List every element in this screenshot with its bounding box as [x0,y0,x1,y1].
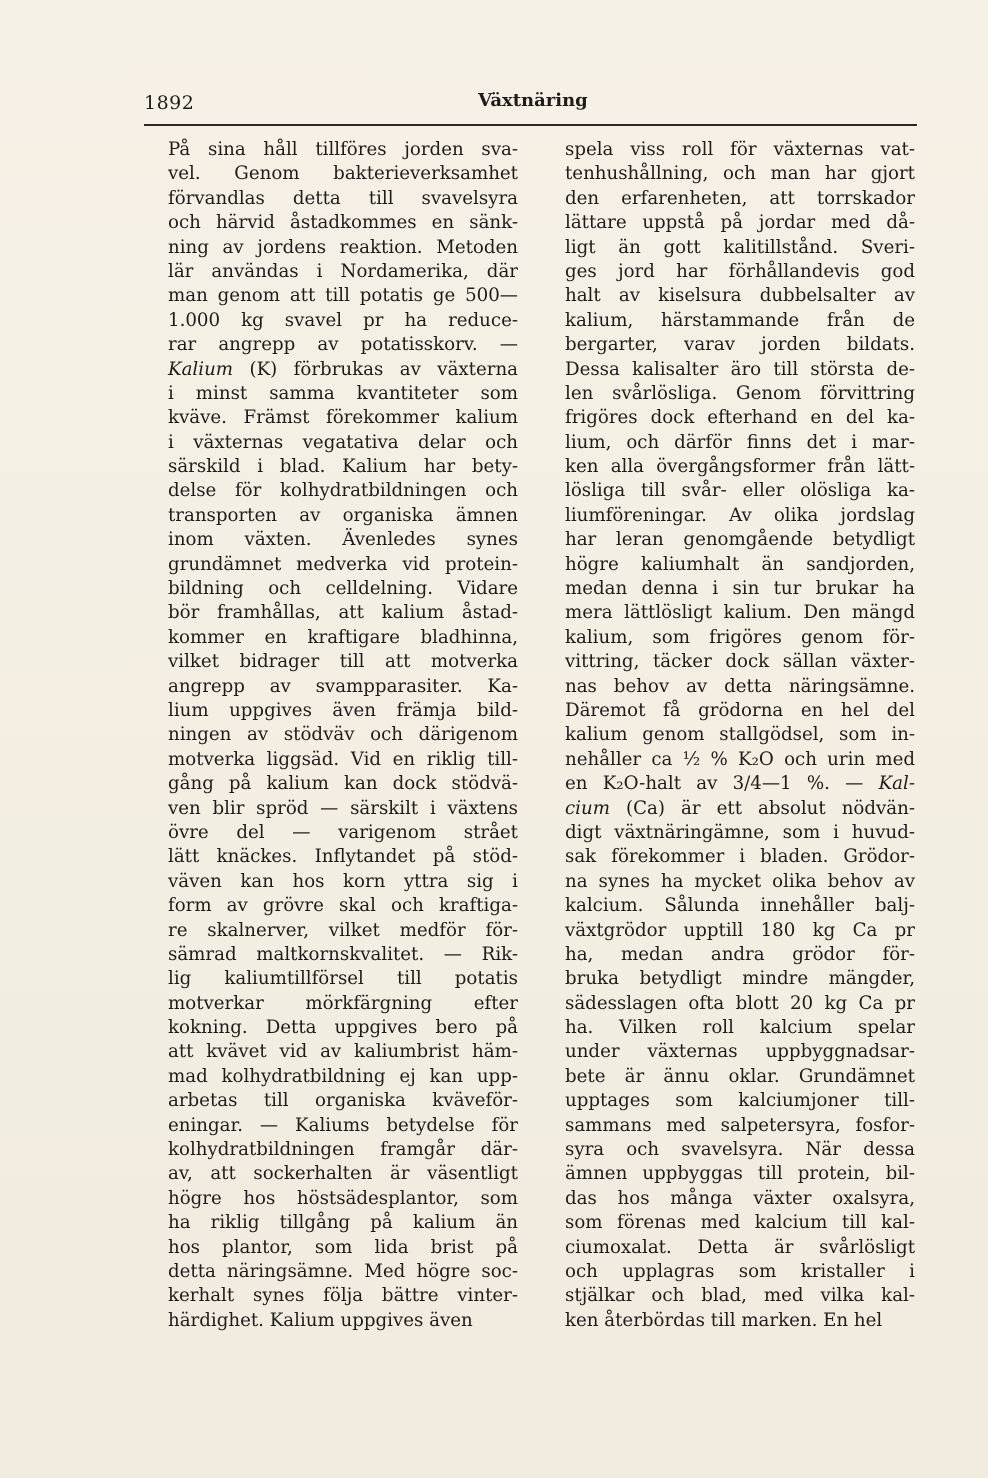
text-line: grundämnet medverka vid protein- [168,553,518,575]
text-line: transporten av organiska ämnen [168,504,518,526]
text-line: motverkar mörkfärgning efter [168,992,518,1014]
text-line: hos plantor, som lida brist på [168,1236,518,1258]
text-line: kolhydratbildningen framgår där- [168,1139,518,1161]
text-line: en K₂O-halt av 3/4—1 %. — Kal- [565,773,915,795]
header-rule [144,124,917,126]
text-line: mera lättlösligt kalium. Den mängd [565,602,915,624]
text-line: lär användas i Nordamerika, där [168,260,518,282]
text-line: ken alla övergångsformer från lätt- [565,456,915,478]
text-line: Dessa kalisalter äro till största de- [565,358,915,380]
text-line: upptages som kalciumjoner till- [565,1090,915,1112]
page-header [144,86,916,126]
left-column [168,138,518,1333]
text-line: att kvävet vid av kaliumbrist häm- [168,1041,518,1063]
text-line: växtgrödor upptill 180 kg Ca pr [565,919,915,941]
text-line: gång på kalium kan dock stödvä- [168,773,518,795]
text-line: len svårlösliga. Genom förvittring [565,382,915,404]
text-line: medan denna i sin tur brukar ha [565,578,915,600]
text-line: man genom att till potatis ge 500— [168,285,518,307]
text-line: ämnen uppbyggas till protein, bil- [565,1163,915,1185]
text-line: bör framhållas, att kalium åstad- [168,602,518,624]
text-line: och upplagras som kristaller i [565,1260,915,1282]
text-line: bergarter, varav jorden bildats. [565,334,915,356]
text-line: lätt knäckes. Inflytandet på stöd- [168,846,518,868]
text-line: nas behov av detta näringsämne. [565,675,915,697]
text-line: lösliga till svår- eller olösliga ka- [565,480,915,502]
text-line: cium (Ca) är ett absolut nödvän- [565,797,915,819]
text-line: das hos många växter oxalsyra, [565,1187,915,1209]
text-line: har leran genomgående betydligt [565,529,915,551]
text-line: lättare uppstå på jordar med då- [565,212,915,234]
text-line: i växternas vegatativa delar och [168,431,518,453]
text-line: kväve. Främst förekommer kalium [168,407,518,429]
text-line: vilket bidrager till att motverka [168,651,518,673]
text-line: kommer en kraftigare bladhinna, [168,626,518,648]
text-line: na synes ha mycket olika behov av [565,870,915,892]
text-line: Kalium (K) förbrukas av växterna [168,358,518,380]
text-line: liumföreningar. Av olika jordslag [565,504,915,526]
text-line: sädesslagen ofta blott 20 kg Ca pr [565,992,915,1014]
text-line: tenhushållning, och man har gjort [565,163,915,185]
text-line: delse för kolhydratbildningen och [168,480,518,502]
text-line: i minst samma kvantiteter som [168,382,518,404]
text-line: väven kan hos korn yttra sig i [168,870,518,892]
text-line: ligt än gott kalitillstånd. Sveri- [565,236,915,258]
text-line: form av grövre skal och kraftiga- [168,895,518,917]
text-line: nehåller ca ½ % K₂O och urin med [565,748,915,770]
text-line: lium uppgives även främja bild- [168,699,518,721]
text-line: angrepp av svampparasiter. Ka- [168,675,518,697]
text-line: syra och svavelsyra. När dessa [565,1139,915,1161]
text-line: rar angrepp av potatisskorv. — [168,334,518,356]
text-line: ven blir spröd — särskilt i växtens [168,797,518,819]
text-line: kalium, härstammande från de [565,309,915,331]
text-line: motverka liggsäd. Vid en riklig till- [168,748,518,770]
text-line: mad kolhydratbildning ej kan upp- [168,1065,518,1087]
text-line: kerhalt synes följa bättre vinter- [168,1285,518,1307]
text-line: digt växtnäringämne, som i huvud- [565,821,915,843]
text-line: spela viss roll för växternas vat- [565,139,915,160]
text-line: detta näringsämne. Med högre soc- [168,1260,518,1282]
text-line: kalium genom stallgödsel, som in- [565,724,915,746]
text-line: eningar. — Kaliums betydelse för [168,1114,518,1136]
text-line: högre kaliumhalt än sandjorden, [565,553,915,575]
text-line: På sina håll tillföres jorden sva- [168,139,518,160]
text-line: frigöres dock efterhand en del ka- [565,407,915,429]
text-line: inom växten. Ävenledes synes [168,529,518,551]
text-line: den erfarenheten, att torrskador [565,187,915,209]
text-line: stjälkar och blad, med vilka kal- [565,1285,915,1307]
text-line: som förenas med kalcium till kal- [565,1212,915,1234]
text-line: och härvid åstadkommes en sänk- [168,212,518,234]
text-line: ningen av stödväv och därigenom [168,724,518,746]
text-line: bete är ännu oklar. Grundämnet [565,1065,915,1087]
text-line: 1.000 kg svavel pr ha reduce- [168,309,518,331]
text-line: av, att sockerhalten är väsentligt [168,1163,518,1185]
text-line: vittring, täcker dock sällan växter- [565,651,915,673]
text-line: lig kaliumtillförsel till potatis [168,968,518,990]
text-line: bildning och celldelning. Vidare [168,578,518,600]
text-line: halt av kiselsura dubbelsalter av [565,285,915,307]
text-line: bruka betydligt mindre mängder, [565,968,915,990]
running-title: Växtnäring [478,90,588,111]
text-line: särskild i blad. Kalium har bety- [168,456,518,478]
text-line: kalcium. Sålunda innehåller balj- [565,895,915,917]
text-line: vel. Genom bakterieverksamhet [168,163,518,185]
text-line: ha riklig tillgång på kalium än [168,1212,518,1234]
text-line: ning av jordens reaktion. Metoden [168,236,518,258]
text-line: ciumoxalat. Detta är svårlösligt [565,1236,915,1258]
text-line: ha, medan andra grödor för- [565,943,915,965]
text-line: högre hos höstsädesplantor, som [168,1187,518,1209]
text-line: ken återbördas till marken. En hel [565,1309,883,1331]
text-line: ha. Vilken roll kalcium spelar [565,1017,915,1039]
text-line: re skalnerver, vilket medför för- [168,919,518,941]
text-line: ges jord har förhållandevis god [565,260,915,282]
text-line: förvandlas detta till svavelsyra [168,187,518,209]
text-line: kokning. Detta uppgives bero på [168,1017,518,1039]
text-line: övre del — varigenom strået [168,821,518,843]
text-line: kalium, som frigöres genom för- [565,626,915,648]
text-line: härdighet. Kalium uppgives även [168,1309,473,1331]
text-line: under växternas uppbyggnadsar- [565,1041,915,1063]
text-line: lium, och därför finns det i mar- [565,431,915,453]
text-line: Däremot få grödorna en hel del [565,699,915,721]
text-line: sämrad maltkornskvalitet. — Rik- [168,943,518,965]
text-line: sammans med salpetersyra, fosfor- [565,1114,915,1136]
page-number: 1892 [144,92,195,114]
text-line: sak förekommer i bladen. Grödor- [565,846,915,868]
text-line: arbetas till organiska kväveför- [168,1090,518,1112]
right-column [565,138,915,1333]
